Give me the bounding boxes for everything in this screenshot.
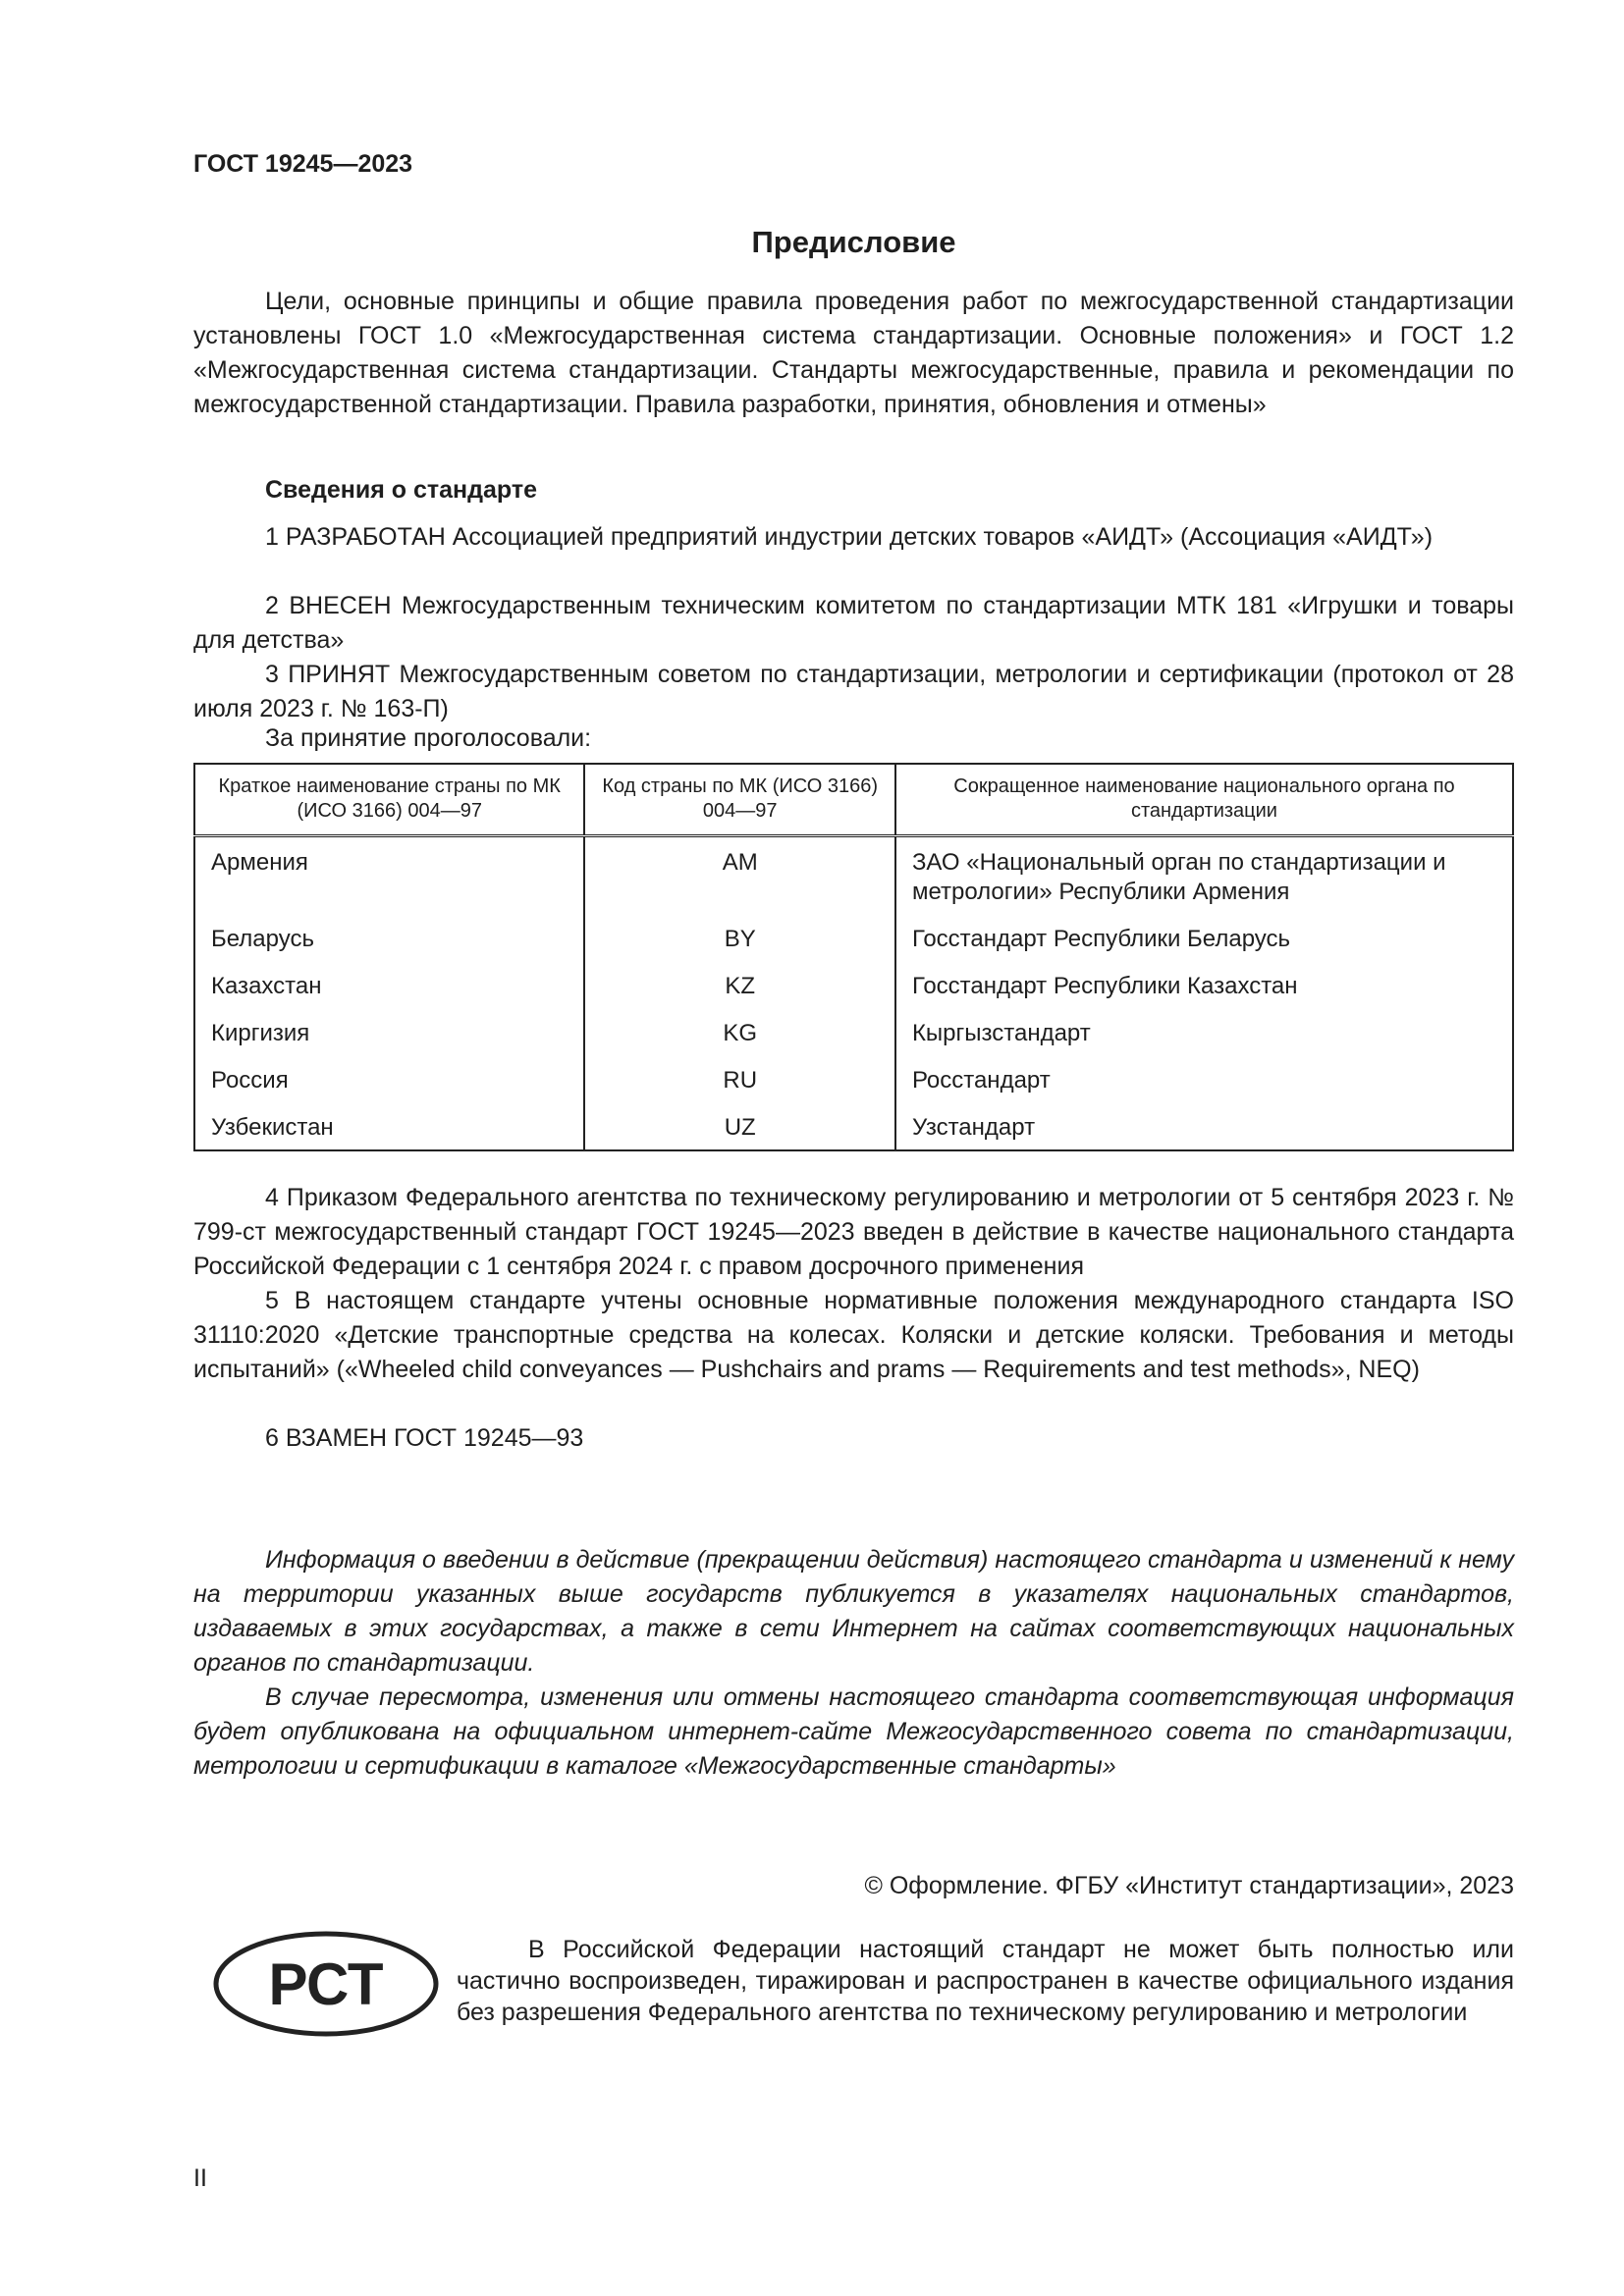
info-item-3: 3 ПРИНЯТ Межгосударственным советом по стандартизации, метрологии и сертификации (протокол от 28 июля 2023 г. № 163-П) [193, 661, 1514, 722]
notice-paragraph-1: Информация о введении в действие (прекращении действия) настоящего стандарта и изменений к нему на территории указанных выше государств публикуется в указателях национальных стандартов, издаваемых в этих государствах, а также в сети Интернет на сайтах соответствующих национальных органов по стандартизации. [193, 1546, 1514, 1677]
info-item-1: 1 РАЗРАБОТАН Ассоциацией предприятий индустрии детских товаров «АИДТ» (Ассоциация «АИДТ») [265, 523, 1434, 551]
code-cell: KZ [584, 967, 894, 1014]
body-cell: Узстандарт [895, 1108, 1513, 1150]
info-item-5: 5 В настоящем стандарте учтены основные нормативные положения международного стандарта ISO 31110:2020 «Детские транспортные средства на колесах. Коляски и детские коляски. Требования и методы испытаний» («Wheeled child conveyances — Pushchairs and prams — Requirements and test methods», NEQ) [193, 1287, 1514, 1383]
code-cell: RU [584, 1061, 894, 1108]
table-row [194, 967, 1513, 1014]
country-cell: Беларусь [211, 926, 314, 952]
table-row [194, 836, 1513, 921]
page-number: II [193, 2164, 207, 2192]
info-item-4: 4 Приказом Федерального агентства по техническому регулированию и метрологии от 5 сентября 2023 г. № 799-ст межгосударственный стандарт ГОСТ 19245—2023 введен в действие в качестве национального стандарта Российской Федерации с 1 сентября 2024 г. с правом досрочного применения [193, 1184, 1514, 1280]
body-cell: Росстандарт [895, 1061, 1513, 1108]
table-row [194, 920, 1513, 967]
country-cell: Узбекистан [211, 1114, 334, 1141]
table-header-row [194, 764, 1513, 836]
voted-label: За принятие проголосовали: [265, 724, 592, 752]
code-cell: BY [584, 920, 894, 967]
voting-countries-table [193, 763, 1514, 1151]
body-cell: ЗАО «Национальный орган по стандартизации и метрологии» Республики Армения [895, 836, 1513, 921]
country-cell: Армения [211, 849, 308, 876]
code-cell: AM [584, 836, 894, 921]
table-row [194, 1108, 1513, 1150]
standard-code-header: ГОСТ 19245—2023 [193, 150, 413, 178]
copyright-notice: © Оформление. ФГБУ «Институт стандартизации», 2023 [864, 1872, 1514, 1899]
notice-paragraph-2: В случае пересмотра, изменения или отмены настоящего стандарта соответствующая информация будет опубликована на официальном интернет-сайте Межгосударственного совета по стандартизации, метрологии и сертификации в каталоге «Межгосударственные стандарты» [193, 1683, 1514, 1780]
code-cell: KG [584, 1014, 894, 1061]
table-row [194, 1061, 1513, 1108]
body-cell: Госстандарт Республики Беларусь [895, 920, 1513, 967]
info-item-2: 2 ВНЕСЕН Межгосударственным техническим комитетом по стандартизации МТК 181 «Игрушки и товары для детства» [193, 592, 1514, 654]
column-header-country: Краткое наименование страны по МК (ИСО 3166) 004—97 [194, 764, 584, 836]
country-cell: Киргизия [211, 1020, 310, 1046]
country-cell: Казахстан [211, 973, 322, 999]
logo-text: РСТ [268, 1951, 384, 2017]
legal-notice: В Российской Федерации настоящий стандарт не может быть полностью или частично воспроизведен, тиражирован и распространен в качестве официального издания без разрешения Федерального агентства по техническому регулированию и метрологии [457, 1936, 1514, 2026]
code-cell: UZ [584, 1108, 894, 1150]
table-row [194, 1014, 1513, 1061]
intro-paragraph: Цели, основные принципы и общие правила проведения работ по межгосударственной стандартизации установлены ГОСТ 1.0 «Межгосударственная система стандартизации. Основные положения» и ГОСТ 1.2 «Межгосударственная система стандартизации. Стандарты межгосударственные, правила и рекомендации по межгосударственной стандартизации. Правила разработки, принятия, обновления и отмены» [193, 288, 1514, 418]
page-title: Предисловие [751, 225, 956, 259]
column-header-code: Код страны по МК (ИСО 3166) 004—97 [584, 764, 894, 836]
standard-info-heading: Сведения о стандарте [265, 476, 538, 504]
info-item-6: 6 ВЗАМЕН ГОСТ 19245—93 [265, 1424, 584, 1452]
body-cell: Кыргызстандарт [895, 1014, 1513, 1061]
country-cell: Россия [211, 1067, 289, 1094]
column-header-body: Сокращенное наименование национального органа по стандартизации [895, 764, 1513, 836]
document-page [193, 0, 1514, 2296]
body-cell: Госстандарт Республики Казахстан [895, 967, 1513, 1014]
pct-certification-mark-icon [212, 1930, 440, 2038]
